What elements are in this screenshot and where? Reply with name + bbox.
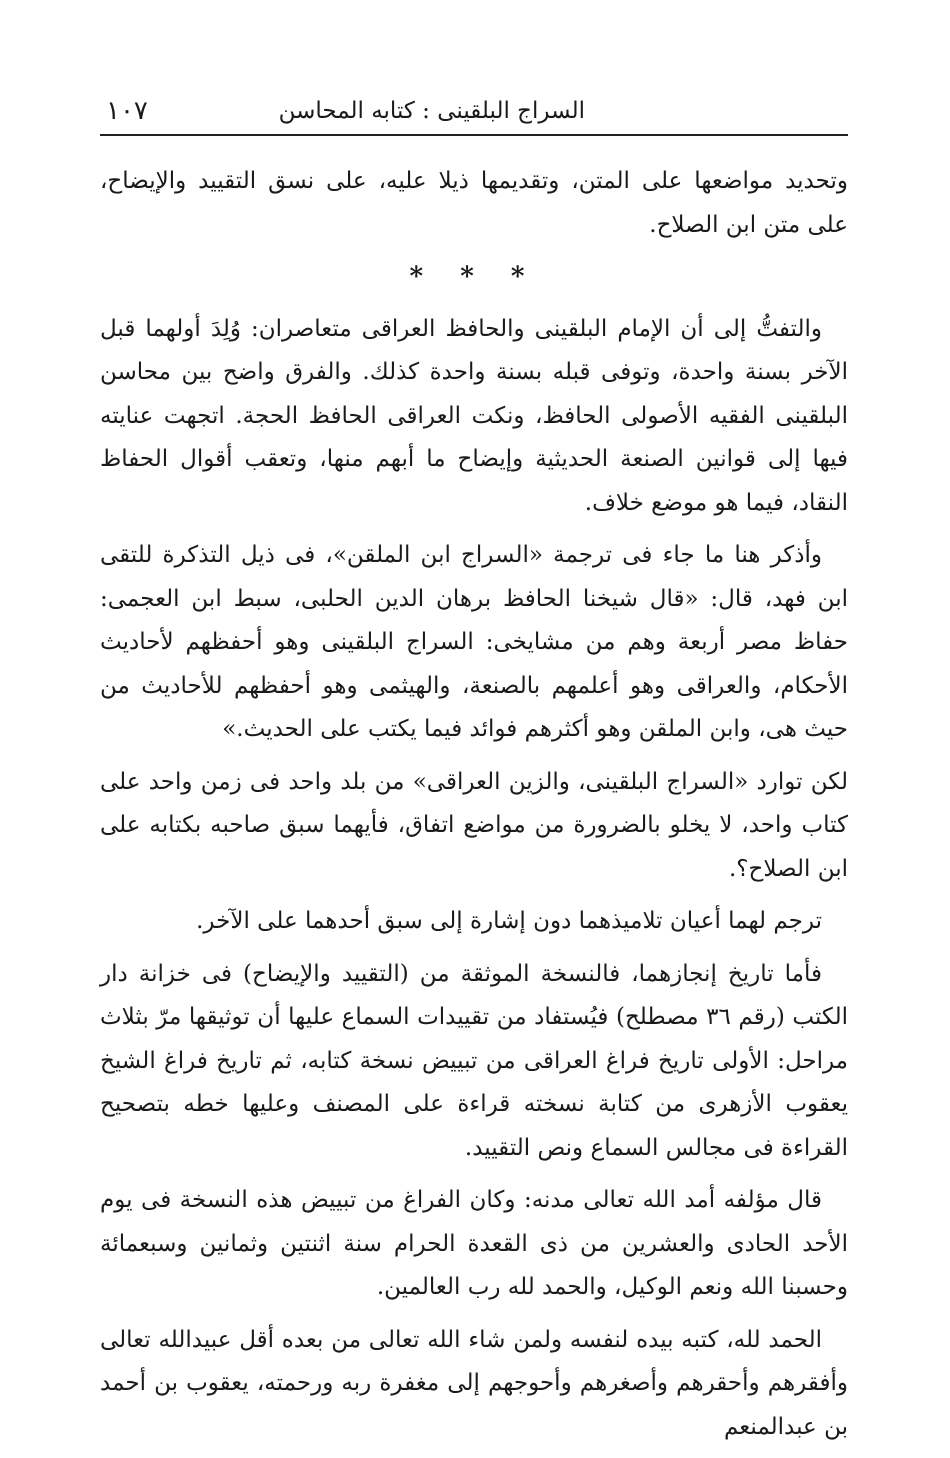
page-number: ١٠٧	[106, 96, 148, 126]
paragraph-3: وأذكر هنا ما جاء فى ترجمة «السراج ابن الملقن»، فى ذيل التذكرة للتقى ابن فهد، قال: «قال شيخنا الحافظ برهان الدين الحلبى، سبط ابن العجمى: حفاظ مصر أربعة وهم من مشايخى: السراج البلقينى وهو أحفظهم لأحاديث الأحكام، والعراقى وهو أعلمهم بالصنعة، والهيثمى وهو أحفظهم للأحاديث من حيث هى، وابن الملقن وهو أكثرهم فوائد فيما يكتب على الحديث.»	[100, 542, 848, 742]
paragraph-7: قال مؤلفه أمد الله تعالى مدنه: وكان الفراغ من تبييض هذه النسخة فى يوم الأحد الحادى والعشرين من ذى القعدة الحرام سنة اثنتين وثمانين وسبعمائة وحسبنا الله ونعم الوكيل، والحمد لله رب العالمين.	[100, 1187, 848, 1300]
paragraph-2: والتفتُّ إلى أن الإمام البلقينى والحافظ العراقى متعاصران: وُلِدَ أولهما قبل الآخر بسنة واحدة، وتوفى قبله بسنة واحدة كذلك. والفرق واضح بين محاسن البلقينى الفقيه الأصولى الحافظ، ونكت العراقى الحافظ الحجة. اتجهت عنايته فيها إلى قوانين الصنعة الحديثية وإيضاح ما أبهم منها، وتعقب أقوال الحفاظ النقاد، فيما هو موضع خلاف.	[100, 315, 848, 516]
body-text	[100, 160, 848, 1458]
running-title: السراج البلقينى : كتابه المحاسن	[278, 98, 585, 124]
paragraph-8: الحمد لله، كتبه بيده لنفسه ولمن شاء الله تعالى من بعده أقل عبيدالله تعالى وأفقرهم وأحقرهم وأصغرهم وأحوجهم إلى مغفرة ربه ورحمته، يعقوب بن أحمد بن عبدالمنعم	[100, 1326, 848, 1440]
section-ornament: * * *	[409, 262, 539, 292]
paragraph-5: ترجم لهما أعيان تلاميذهما دون إشارة إلى سبق أحدهما على الآخر.	[196, 908, 822, 934]
paragraph-1: وتحديد مواضعها على المتن، وتقديمها ذيلا عليه، على نسق التقييد والإيضاح، على متن ابن الصلاح.	[100, 168, 848, 238]
paragraph-4: لكن توارد «السراج البلقينى، والزين العراقى» من بلد واحد فى زمن واحد على كتاب واحد، لا يخلو بالضرورة من مواضع اتفاق، فأيهما سبق صاحبه بكتابه على ابن الصلاح؟.	[100, 768, 848, 882]
running-head	[100, 92, 850, 132]
header-rule	[100, 134, 848, 136]
paragraph-6: فأما تاريخ إنجازهما، فالنسخة الموثقة من (التقييد والإيضاح) فى خزانة دار الكتب (رقم ٣٦ مصطلح) فيُستفاد من تقييدات السماع عليها أن توثيقها مرّ بثلاث مراحل: الأولى تاريخ فراغ العراقى من تبييض نسخة كتابه، ثم تاريخ فراغ الشيخ يعقوب الأزهرى من كتابة نسخته قراءة على المصنف وعليها خطه بتصحيح القراءة فى مجالس السماع ونص التقييد.	[100, 960, 848, 1161]
